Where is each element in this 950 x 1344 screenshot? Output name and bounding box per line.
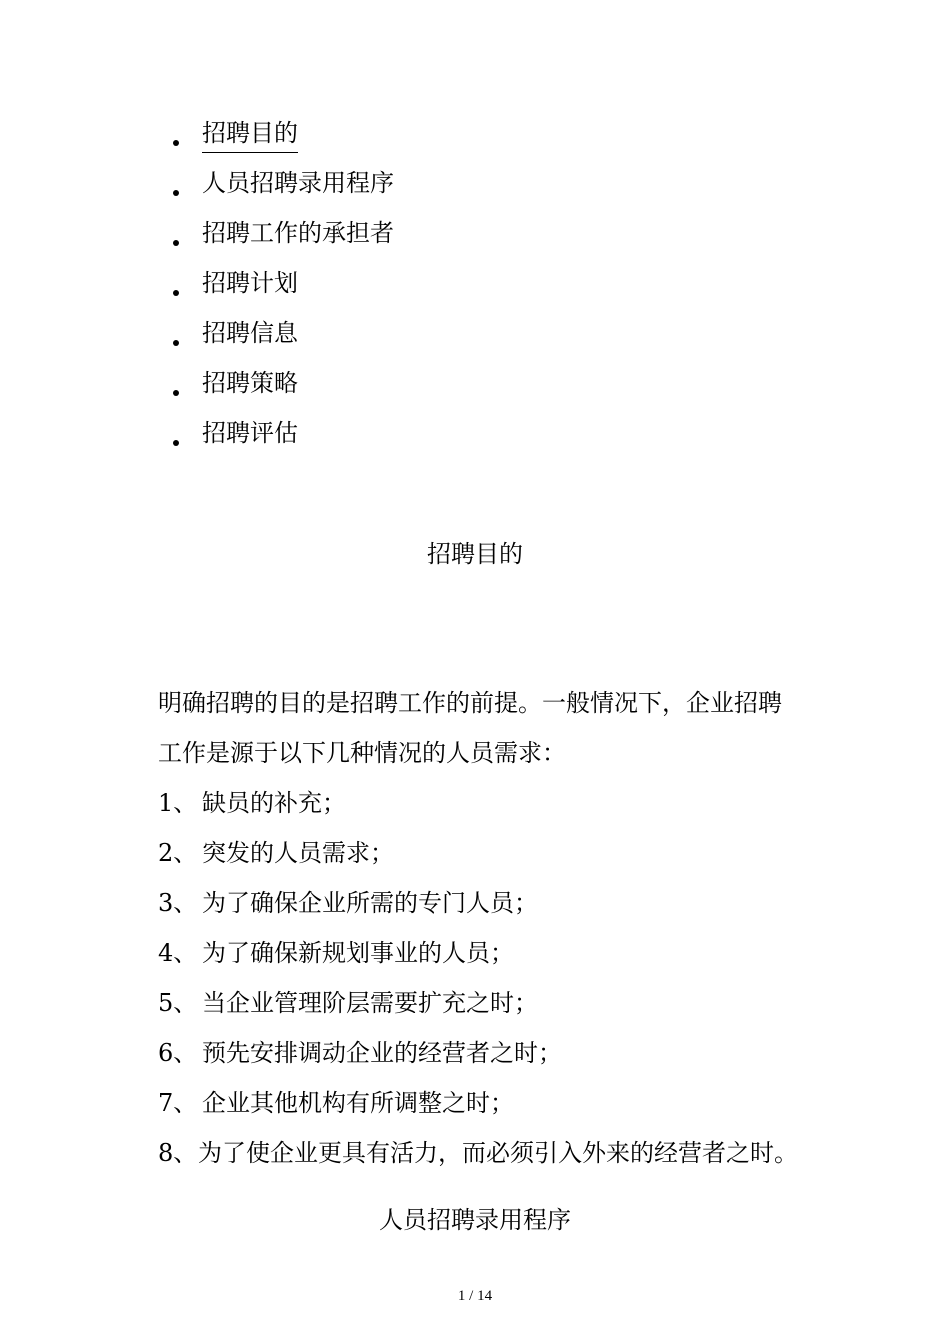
toc-item-recruitment-evaluation[interactable] [170, 418, 570, 458]
toc-label[interactable]: 招聘计划 [202, 269, 298, 297]
toc-item-recruitment-staff[interactable] [170, 218, 570, 258]
list-number: 6、 [158, 1039, 198, 1067]
list-item [158, 1038, 562, 1068]
toc-item-recruitment-info[interactable] [170, 318, 570, 358]
bullet-icon [173, 190, 179, 196]
bullet-icon [173, 440, 179, 446]
list-item [158, 988, 538, 1018]
section-heading-purpose: 招聘目的 [427, 540, 523, 568]
toc-label[interactable]: 人员招聘录用程序 [202, 169, 394, 197]
list-text: 为了使企业更具有活力，而必须引入外来的经营者之时。 [198, 1139, 798, 1167]
list-text: 突发的人员需求； [202, 839, 394, 867]
list-number: 7、 [158, 1089, 198, 1117]
list-number: 8、 [158, 1139, 198, 1167]
toc-label[interactable]: 招聘工作的承担者 [202, 219, 394, 247]
intro-paragraph-line-1: 明确招聘的目的是招聘工作的前提。一般情况下，企业招聘 [158, 689, 782, 717]
bullet-icon [173, 240, 179, 246]
table-of-contents [0, 0, 950, 470]
list-item [158, 788, 346, 818]
list-number: 5、 [158, 989, 198, 1017]
toc-item-recruitment-purpose[interactable] [170, 118, 570, 158]
list-item [158, 938, 514, 968]
list-item [158, 838, 394, 868]
list-item [158, 1088, 514, 1118]
toc-link-recruitment-purpose[interactable]: 招聘目的 [202, 118, 298, 153]
bullet-icon [173, 290, 179, 296]
list-number: 4、 [158, 939, 198, 967]
list-item [158, 888, 538, 918]
list-text: 预先安排调动企业的经营者之时； [202, 1039, 562, 1067]
toc-label[interactable]: 招聘信息 [202, 319, 298, 347]
list-text: 企业其他机构有所调整之时； [202, 1089, 514, 1117]
bullet-icon [173, 140, 179, 146]
toc-item-recruitment-plan[interactable] [170, 268, 570, 308]
toc-label[interactable]: 招聘评估 [202, 419, 298, 447]
toc-label[interactable]: 招聘策略 [202, 369, 298, 397]
section-heading-hiring-procedure: 人员招聘录用程序 [379, 1206, 571, 1234]
list-text: 为了确保企业所需的专门人员； [202, 889, 538, 917]
list-number: 2、 [158, 839, 198, 867]
intro-paragraph-line-2: 工作是源于以下几种情况的人员需求： [158, 739, 566, 767]
bullet-icon [173, 340, 179, 346]
bullet-icon [173, 390, 179, 396]
toc-item-hiring-procedure[interactable] [170, 168, 570, 208]
list-item [158, 1138, 798, 1168]
toc-item-recruitment-strategy[interactable] [170, 368, 570, 408]
list-number: 1、 [158, 789, 198, 817]
list-text: 当企业管理阶层需要扩充之时； [202, 989, 538, 1017]
list-text: 为了确保新规划事业的人员； [202, 939, 514, 967]
list-text: 缺员的补充； [202, 789, 346, 817]
list-number: 3、 [158, 889, 198, 917]
page-number: 1 / 14 [457, 1288, 493, 1304]
